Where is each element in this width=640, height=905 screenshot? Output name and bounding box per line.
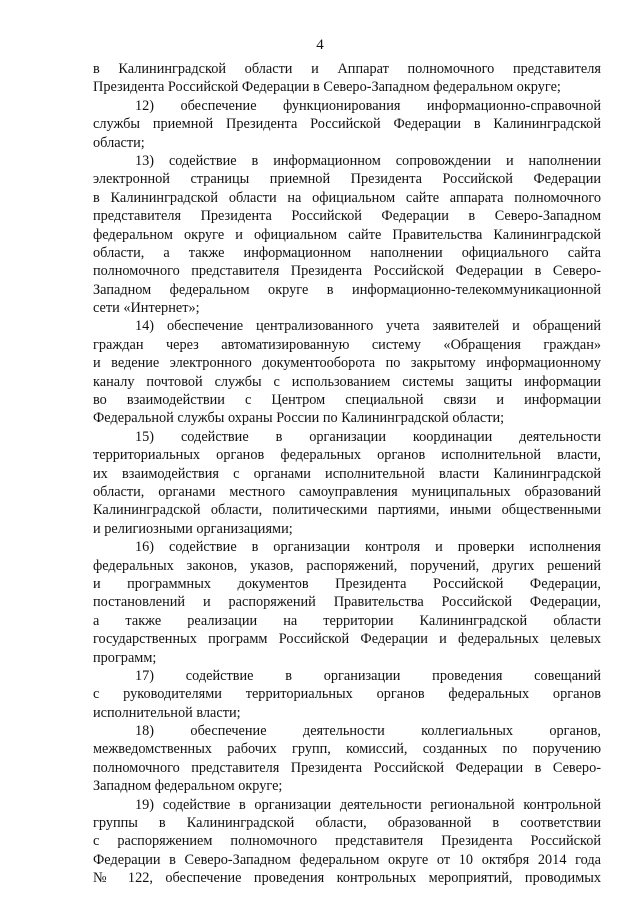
text-line: граждан через автоматизированную систему «Обращения граждан» xyxy=(93,336,601,353)
text-line: № 122, обеспечение проведения контрольных мероприятий, проводимых xyxy=(93,870,601,887)
text-line: 13) содействие в информационном сопровождении и наполнении xyxy=(135,152,601,169)
page-number: 4 xyxy=(316,37,324,53)
text-line: исполнительной власти; xyxy=(93,704,241,721)
text-line: Западном федеральном округе в информационно-телекоммуникационной xyxy=(93,281,601,298)
document-body xyxy=(93,60,601,888)
text-line: с распоряжением полномочного представителя Президента Российской xyxy=(93,833,601,850)
text-line: и ведение электронного документооборота по закрытому информационному xyxy=(93,355,601,372)
text-line: государственных программ Российской Федерации и федеральных целевых xyxy=(93,631,601,648)
text-line: их взаимодействия с органами исполнительной власти Калининградской xyxy=(93,465,601,482)
text-line: каналу почтовой службы с использованием системы защиты информации xyxy=(93,373,601,390)
text-line: группы в Калининградской области, образованной в соответствии xyxy=(93,815,601,832)
text-line: области, а также информационном наполнении официального сайта xyxy=(93,244,601,261)
text-line: области; xyxy=(93,134,145,151)
text-line: 16) содействие в организации контроля и проверки исполнения xyxy=(135,539,601,556)
text-line: в Калининградской области и Аппарат полномочного представителя xyxy=(93,61,601,77)
text-line: и религиозными организациями; xyxy=(93,520,293,537)
text-line: с руководителями территориальных органов федеральных органов xyxy=(93,686,601,703)
text-line: в Калининградской области на официальном сайте аппарата полномочного xyxy=(93,189,601,206)
text-line: программ; xyxy=(93,649,157,666)
text-line: Федеральной службы охраны России по Калининградской области; xyxy=(93,410,505,427)
text-line: федеральном округе и официальном сайте Правительства Калининградской xyxy=(93,226,601,243)
text-line: 19) содействие в организации деятельности региональной контрольной xyxy=(135,796,601,813)
text-line: электронной страницы приемной Президента Российской Федерации xyxy=(93,171,601,188)
text-line: 15) содействие в организации координации деятельности xyxy=(135,428,601,445)
text-line: сети «Интернет»; xyxy=(93,300,200,317)
text-line: постановлений и распоряжений Правительства Российской Федерации, xyxy=(93,594,601,611)
text-line: а также реализации на территории Калининградской области xyxy=(93,612,601,629)
text-line: федеральных законов, указов, распоряжений, поручений, других решений xyxy=(93,557,601,574)
text-line: 14) обеспечение централизованного учета заявителей и обращений xyxy=(135,318,601,335)
text-line: 17) содействие в организации проведения совещаний xyxy=(135,667,601,684)
text-line: полномочного представителя Президента Российской Федерации в Северо- xyxy=(93,263,601,280)
text-line: 12) обеспечение функционирования информационно-справочной xyxy=(135,97,601,114)
text-line: межведомственных рабочих групп, комиссий, созданных по поручению xyxy=(93,741,601,758)
text-line: представителя Президента Российской Федерации в Северо-Западном xyxy=(93,208,601,225)
text-line: полномочного представителя Президента Российской Федерации в Северо- xyxy=(93,759,601,776)
text-line: территориальных органов федеральных органов исполнительной власти, xyxy=(93,447,601,464)
text-line: Западном федеральном округе; xyxy=(93,778,283,795)
text-line: во взаимодействии с Центром специальной связи и информации xyxy=(93,392,601,409)
text-line: службы приемной Президента Российской Федерации в Калининградской xyxy=(93,116,601,133)
text-line: Федерации в Северо-Западном федеральном округе от 10 октября 2014 года xyxy=(93,851,601,868)
text-line: Президента Российской Федерации в Северо-Западном федеральном округе; xyxy=(93,79,561,96)
text-line: 18) обеспечение деятельности коллегиальных органов, xyxy=(135,723,601,740)
text-line: Калининградской области, политическими партиями, иными общественными xyxy=(93,502,601,519)
text-line: области, органами местного самоуправления муниципальных образований xyxy=(93,483,601,500)
text-line: и программных документов Президента Российской Федерации, xyxy=(93,575,601,592)
